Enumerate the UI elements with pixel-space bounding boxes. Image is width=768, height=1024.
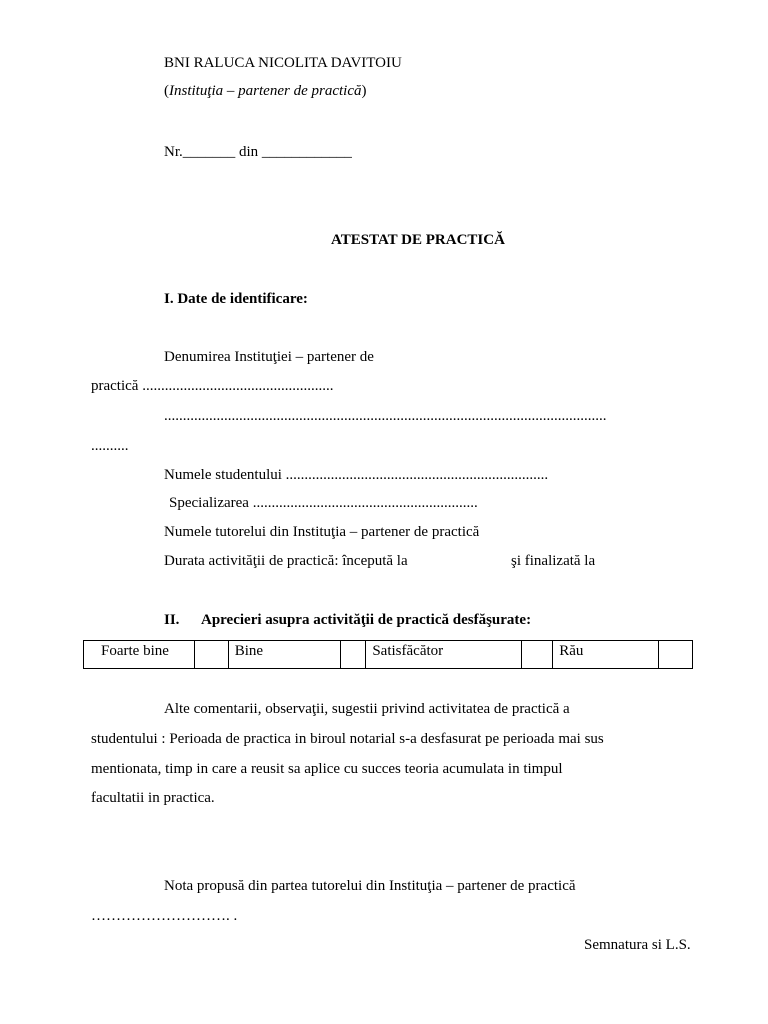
rating-checkbox-rau[interactable] (658, 641, 692, 669)
rating-label-foarte-bine: Foarte bine (84, 641, 195, 669)
section2-heading: Aprecieri asupra activităţii de practică desfăşurate: (201, 612, 532, 628)
rating-label-rau: Rău (553, 641, 659, 669)
rating-table (83, 640, 693, 669)
institution-label: Denumirea Instituţiei – partener de (164, 349, 374, 365)
grade-label: Nota propusă din partea tutorelui din Instituţia – partener de practică (164, 878, 576, 894)
rating-checkbox-satisfacator[interactable] (522, 641, 553, 669)
comments-line-4: facultatii in practica. (91, 790, 215, 806)
rating-checkbox-bine[interactable] (341, 641, 366, 669)
rating-label-satisfacator: Satisfăcător (366, 641, 522, 669)
student-name-line: Numele studentului ...................................................................... (164, 467, 549, 483)
document-title: ATESTAT DE PRACTICĂ (331, 232, 505, 248)
comments-line-3: mentionata, timp in care a reusit sa aplice cu succes teoria acumulata in timpul (91, 761, 563, 777)
rating-label-bine: Bine (228, 641, 341, 669)
section1-heading: I. Date de identificare: (164, 291, 308, 307)
rating-checkbox-foarte-bine[interactable] (194, 641, 228, 669)
institution-field-continuation: ...................................................................................................................... (164, 408, 607, 424)
duration-end-label: şi finalizată la (511, 553, 596, 569)
institution-role-text: Instituţia – partener de practică (169, 83, 362, 99)
section2-heading-number: II. (164, 612, 180, 628)
institution-name: BNI RALUCA NICOLITA DAVITOIU (164, 55, 402, 71)
grade-field: ………………………. . (91, 908, 238, 924)
tutor-name-line: Numele tutorelui din Instituţia – partener de practică (164, 524, 480, 540)
comments-line-1: Alte comentarii, observaţii, sugestii privind activitatea de practică a (164, 701, 570, 717)
institution-field-end: .......... (91, 438, 129, 454)
institution-role: (Instituţia – partener de practică) (164, 83, 367, 99)
comments-line-2: studentului : Perioada de practica in biroul notarial s-a desfasurat pe perioada mai sus (91, 731, 604, 747)
duration-label: Durata activităţii de practică: începută la (164, 553, 408, 569)
signature-label: Semnatura si L.S. (584, 937, 691, 953)
rating-row (84, 641, 693, 669)
specialization-line: Specializarea ............................................................ (169, 495, 478, 511)
institution-field: practică ................................................... (91, 378, 334, 394)
document-number-line: Nr._______ din ____________ (164, 144, 352, 160)
